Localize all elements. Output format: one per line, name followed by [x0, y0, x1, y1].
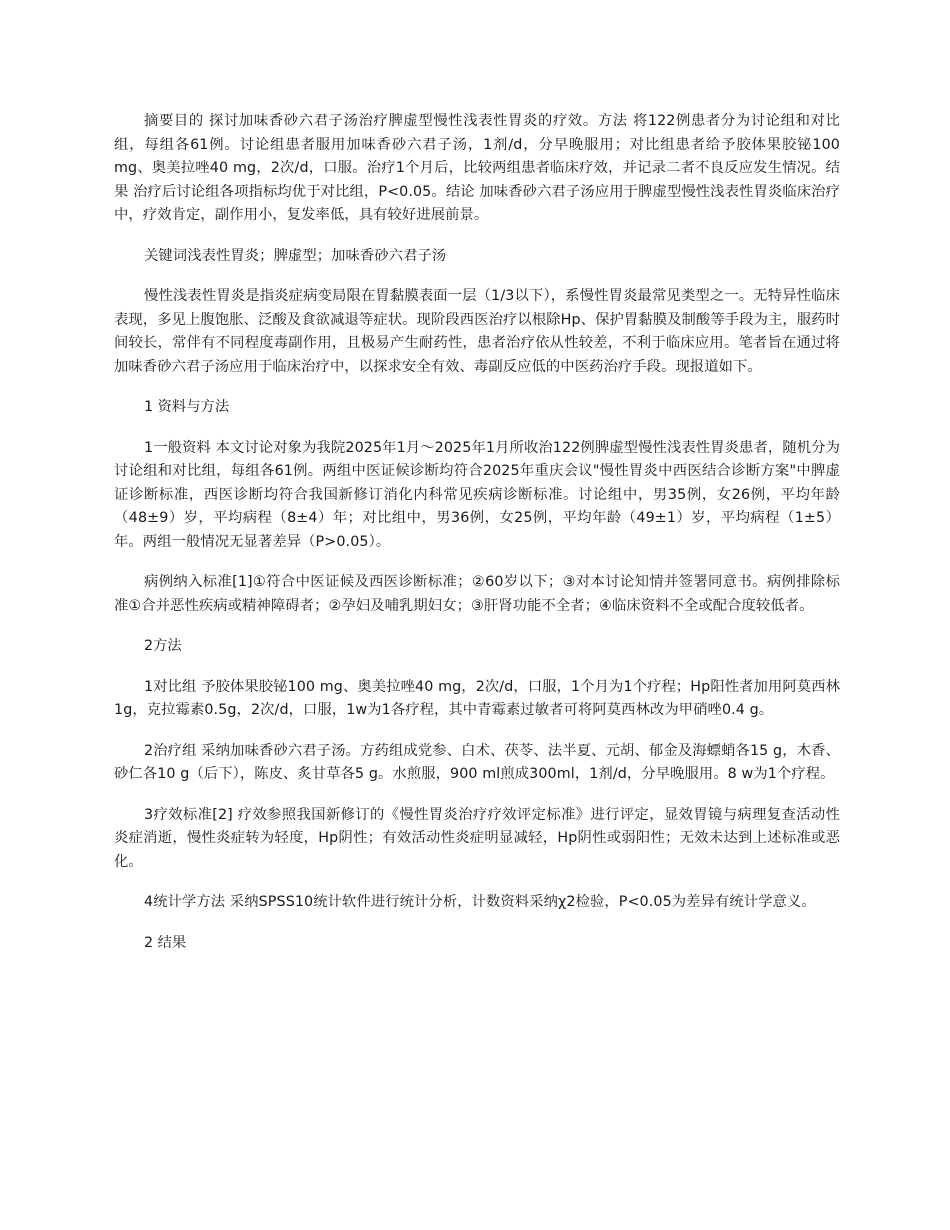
section-heading-methods: 2方法: [144, 638, 182, 654]
abstract-paragraph: 摘要目的 探讨加味香砂六君子汤治疗脾虚型慢性浅表性胃炎的疗效。方法 将122例患者分为讨论组和对比组，每组各61例。讨论组患者服用加味香砂六君子汤，1剂/d，分早晚服用；对比组患者给予胶体果胶铋100 mg、奥美拉唑40 mg，2次/d，口服。治疗1个月后，比较两组患者临床疗效，并记录二者不良反应发生情况。结果 治疗后讨论组各项指标均优于对比组，P<0.05。结论 加味香砂六君子汤应用于脾虚型慢性浅表性胃炎临床治疗中，疗效肯定，副作用小，复发率低，具有较好进展前景。: [114, 113, 840, 223]
document-body: [114, 110, 840, 972]
section-heading-results: 2 结果: [144, 934, 187, 951]
efficacy-criteria-paragraph: 3疗效标准[2] 疗效参照我国新修订的《慢性胃炎治疗疗效评定标准》进行评定，显效胃镜与病理复查活动性炎症消逝，慢性炎症转为轻度，Hp阴性；有效活动性炎症明显减轻，Hp阴性或弱阳性；无效未达到上述标准或恶化。: [114, 806, 840, 870]
introduction-paragraph: 慢性浅表性胃炎是指炎症病变局限在胃黏膜表面一层（1/3以下），系慢性胃炎最常见类型之一。无特异性临床表现，多见上腹饱胀、泛酸及食欲减退等症状。现阶段西医治疗以根除Hp、保护胃黏膜及制酸等手段为主，服药时间较长，常伴有不同程度毒副作用，且极易产生耐药性，患者治疗依从性较差，不利于临床应用。笔者旨在通过将加味香砂六君子汤应用于临床治疗中，以探求安全有效、毒副反应低的中医药治疗手段。现报道如下。: [114, 288, 840, 375]
treatment-group-paragraph: 2治疗组 采纳加味香砂六君子汤。方药组成党参、白术、茯苓、法半夏、元胡、郁金及海螵蛸各15 g，木香、砂仁各10 g（后下），陈皮、炙甘草各5 g。水煎服，900 ml煎成300ml，1剂/d，分早晚服用。8 w为1个疗程。: [114, 742, 840, 782]
general-data-paragraph: 1一般资料 本文讨论对象为我院2025年1月～2025年1月所收治122例脾虚型慢性浅表性胃炎患者，随机分为讨论组和对比组，每组各61例。两组中医证候诊断均符合2025年重庆会议"慢性胃炎中西医结合诊断方案"中脾虚证诊断标准，西医诊断均符合我国新修订消化内科常见疾病诊断标准。讨论组中，男35例，女26例，平均年龄（48±9）岁，平均病程（8±4）年；对比组中，男36例，女25例，平均年龄（49±1）岁，平均病程（1±5）年。两组一般情况无显著差异（P>0.05）。: [114, 439, 840, 550]
statistics-paragraph: 4统计学方法 采纳SPSS10统计软件进行统计分析，计数资料采纳χ2检验，P<0.05为差异有统计学意义。: [144, 894, 816, 910]
control-group-paragraph: 1对比组 予胶体果胶铋100 mg、奥美拉唑40 mg，2次/d，口服，1个月为1个疗程；Hp阳性者加用阿莫西林1g，克拉霉素0.5g，2次/d，口服，1w为1各疗程，其中青霉素过敏者可将阿莫西林改为甲硝唑0.4 g。: [114, 678, 840, 718]
keywords-paragraph: 关键词浅表性胃炎；脾虚型；加味香砂六君子汤: [144, 247, 447, 264]
inclusion-criteria-paragraph: 病例纳入标准[1]①符合中医证候及西医诊断标准；②60岁以下；③对本讨论知情并签署同意书。病例排除标准①合并恶性疾病或精神障碍者；②孕妇及哺乳期妇女；③肝肾功能不全者；④临床资料不全或配合度较低者。: [114, 574, 840, 614]
section-heading-materials-methods: 1 资料与方法: [144, 399, 230, 415]
